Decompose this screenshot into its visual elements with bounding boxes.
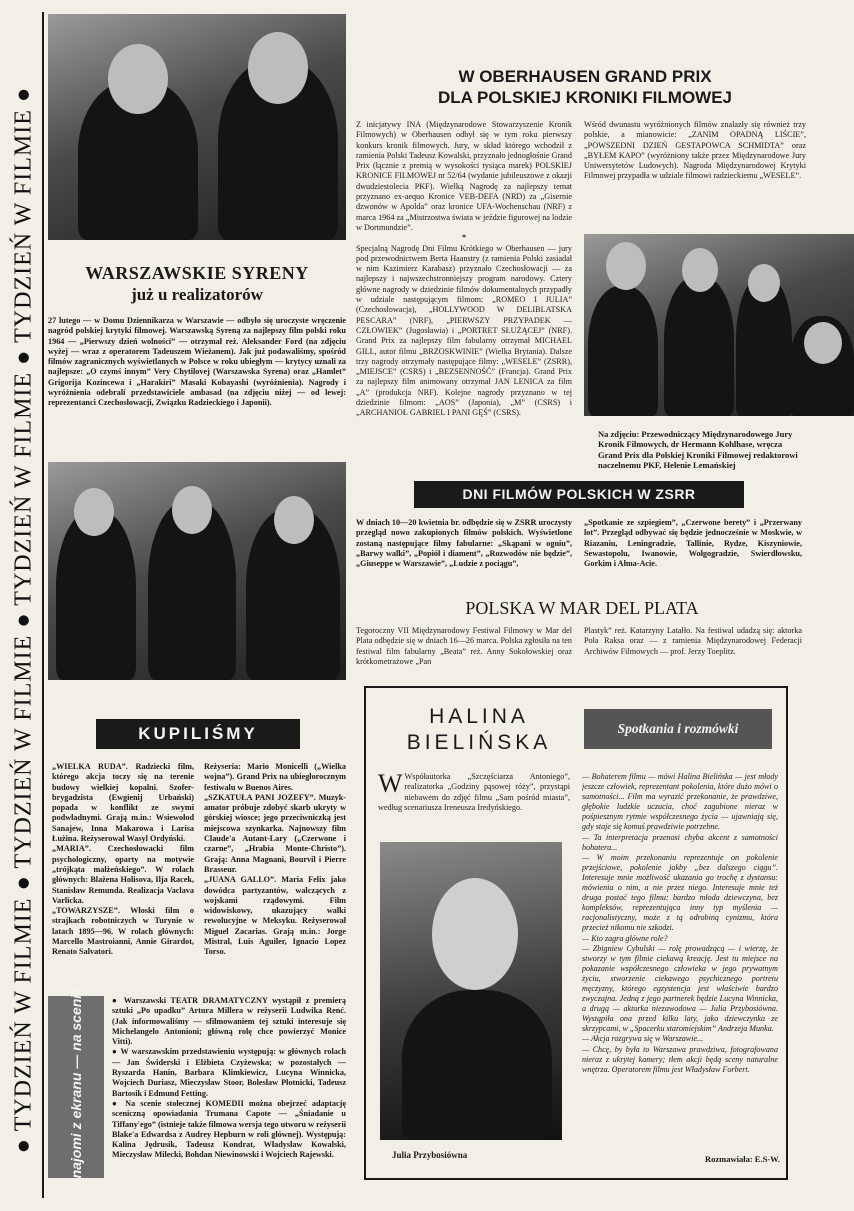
oberhausen-title-line1: W OBERHAUSEN GRAND PRIX — [458, 67, 712, 86]
sidebar-divider — [42, 12, 44, 1198]
znajomi-side-label: Znajomi z ekranu — na scenie — [68, 987, 84, 1187]
interview-signature: Rozmawiała: E.S-W. — [704, 1154, 780, 1164]
oberhausen-col2: Wśród dwunastu wyróżnionych filmów znalazły się również trzy polskie, a mianowicie: „ZANIM OPADNĄ LIŚCIE”, „POWSZEDNI DZIEŃ GESTAPOWCA SCHMIDTA” oraz „BYŁEM KAPO” (wyróżniony także przez Międzynarodowe Jury Uniwersytetów Ludowych). Nagroda Międzynarodowej Krytyki Filmowej przypadła w udziale filmowi radzieckiemu „WESELE”. — [584, 120, 806, 181]
bielinska-intro — [378, 772, 570, 826]
mardelplata-title: POLSKA W MAR DEL PLATA — [465, 598, 699, 618]
separator-star: * — [461, 233, 467, 243]
oberhausen-caption: Na zdjęciu: Przewodniczący Międzynarodowego Jury Kronik Filmowych, dr Hermann Kohlhase, wręcza Grand Prix dla Polskiej Kroniki Filmowej redaktorowi naczelnemu PKF, Helenie Lemańskiej — [598, 428, 798, 470]
sidebar-vertical-text: ● TYDZIEŃ W FILMIE ● TYDZIEŃ W FILMIE ● TYDZIEŃ W FILMIE ● TYDZIEŃ W FILMIE ● — [10, 86, 37, 1154]
bielinska-interview: — Bohaterem filmu — mówi Halina Bielińska — jest młody jeszcze człowiek, reprezentant pokolenia, które dużo mówi o samotności... Film ma wyrazić przekonanie, że prawdziwe, głębokie ludzkie uczucia, choć zagubione nieraz w pośpiesznym rytmie współczesnego życia — ujawniają się, gdy staje się komuś prawdziwie potrzebne. — Ta interpretacja przenosi chyba akcent z samotności bohatera... — W moim przekonaniu reprezentuje on pokolenie przejściowe, pokolenie jakby „bez dalszego ciągu”. Interesuje mnie możliwość ukazania go trochę z dystansu: mówienia o nim, a nie przez niego. Interesuje mnie też druga postać tego filmu: bardzo młoda dziewczyna, bez kompleksów, reprezentująca inny typ myślenia — racjonalistyczny, może z tą odrobiną cynizmu, która przecież nikomu nie szkodzi. — Kto zagra główne role? — Zbigniew Cybulski — rolę prowadzącą — i wierzę, że stworzy w tym filmie ciekawą kreację. Jest tu miejsce na pokazanie współczesnego człowieka w jego prywatnym życiu, stworzenie ciekawego psychicznego portretu męczyzny, którego egzystencja jest właściwie bardzo zwyczajna. Jedną z jego partnerek będzie Lucyna Winnicka, a drugą — aktorka niezawodowa — Julia Przybosiówna. Wystąpiła ona przed kilku laty, jako dziewczynka ze skrzypcami, w „Spacerku staromiejskim” Andrzeja Munka. — Akcja rozgrywa się w Warszawie... — Chcę, by była to Warszawa prawdziwa, fotografowana nieraz z ukrytej kamery; tłem akcji będą sceny naturalne wnętrza. Operatorem filmu jest Władysław Forbert. — [582, 772, 778, 1074]
photo-ambassadors — [48, 462, 346, 680]
bielinska-name-line2: BIELIŃSKA — [406, 731, 552, 754]
syreny-title-line1: WARSZAWSKIE SYRENY — [85, 263, 309, 283]
bielinska-intro-text: Współautorka „Szczęściarza Antoniego”, realizatorka „Godziny pąsowej róży”, przystąpi niebawem do zdjęć filmu „Sam pośród miasta”, według scenariusza Ireneusza Iredyńskiego. — [378, 772, 570, 812]
mardelplata-col2: Plastyk” reż. Katarzyny Latałło. Na festiwal udadzą się: aktorka Pola Raksa oraz — z ramienia Międzynarodowej Federacji Archiwów Filmowych — prof. Jerzy Toeplitz. — [584, 626, 802, 656]
kupilismy-col1: „WIELKA RUDA”. Radziecki film, którego akcja toczy się na terenie budowy wielkiej kopalni. Szofer-brygadzista (Ewgienij Urbański) popada w konflikt ze swymi podwładnymi. Grają m.in.: Wsiewołod Sanajew, Inna Makarowa i Larisa Łużina. Reżyserował Wasyl Ordyński. „MARIA”. Czechosłowacki film psychologiczny, oparty na motywie „trójkąta małżeńskiego”. W rolach głównych: Blażena Holisova, Ilja Racek, Stanisław Remunda. Realizacja Vaclava Varlicka. „TOWARZYSZE”. Włoski film o strajkach robotniczych w Turynie w latach 1895—96. W rolach głównych: Marcello Mastroianni, Annie Girardot, Renato Salvatori. — [52, 762, 194, 957]
oberhausen-col1-text: Z inicjatywy INA (Międzynarodowe Stowarzyszenie Kronik Filmowych) w Oberhausen odbył się w tym roku pierwszy konkurs kronik filmowych. Jury, w skład którego wchodził z ramienia Polski Tadeusz Kowalski, przyznało jednogłośnie Grand Prix (łącznie z premią w wysokości tysiąca marek) POLSKIEJ KRONICE FILMOWEJ nr 52/64 (wydanie jubileuszowe z okazji dwudziestolecia PKF). Wielką Nagrodę za najlepszy temat przyznano ex-aequo Kronice VEB-DEFA (NRD) za „Gisernie dzwonów w Apolda” oraz kronice UFA-Wochenschau (NRF) z marca 1964 za „Mistrzostwa świata w jeździe figurowej na lodzie w Dortmundzie”. — [356, 120, 572, 232]
photo-grand-prix — [584, 234, 854, 416]
zsrr-col2: „Spotkanie ze szpiegiem”, „Czerwone berety” i „Przerwany lot”. Przegląd odbywać się będzie jednocześnie w Moskwie, w Riazaniu, Leningradzie, Tallinie, Rydze, Kiszyniowie, Sewastopolu, Iwanowie, Wołgogradzie, Swierdłowsku, Gorkim i Ałma-Acie. — [584, 518, 802, 569]
oberhausen-title — [360, 66, 810, 108]
kupilismy-col2: Reżyseria: Mario Monicelli („Wielka wojna”). Grand Prix na ubiegłorocznym festiwalu w Buenos Aires. „SZKATUŁA PANI JOZEFY”. Muzyk-amator próbuje zdobyć skarb ukryty w górskiej wiosce; jego przeciwniczką jest miejscowa szynkarka. Najnowszy film Claude'a Autant-Lary („Czerwone i czarne”, „Hrabia Monte-Christo”). Grają: Anna Magnani, Bourvil i Pierre Brasseur. „JUANA GALLO”. Maria Felix jako dowódca partyzantów, walczących z wojskami rządowymi. Film widowiskowy, ukazujący walki rewolucyjne w Meksyku. Reżyserował Miguel Zacarias. Grają m.in.: Jorge Mistral, Luis Aguiler, Ignacio Lopez Torso. — [204, 762, 346, 957]
kupilismy-title: KUPILIŚMY — [96, 719, 300, 749]
oberhausen-col1b-text: Specjalną Nagrodę Dni Filmu Krótkiego w Oberhausen — jury pod przewodnictwem Berta Haanstry (z ramienia Polski zasiadał w nim Kazimierz Karabasz) przyznało Czechosłowacji — za najlepszy i najwszechstronniejszy program narodowy. Cztery główne nagrody w dziedzinie filmów dokumentalnych przypadły w udziale następującym filmom: „ROMEO I JULIA” (Czechosłowacja), „HOLLYWOOD W DELIBLATSKA PESCARA” (NRF), „PIERWSZY PRZYPADEK — CZŁOWIEK” (Jugosławia) i „PORTRET SŁUŻĄCEJ” (NRF). Grand Prix za najlepszy film fabularny otrzymał MICHAEL GILL, autor filmu „BRZOSKWINIE” (Wielka Brytania). Dalsze trzy nagrody otrzymały następujące filmy: „WESELE” (ZSRR), „MIEJSCE” (CSRS) i „BEZSENNOŚĆ” (Francja). Grand Prix za najlepszy film animowany otrzymał JAN LENICA za film „A” (produkcja NRF). Kolejne nagrody przyznano w tej dziedzinie filmom: „AOS” (Japonia), „M” (CSRS) i „ARCHANIOŁ GABRIEL I PANI GĘŚ” (CSRS). — [356, 243, 572, 418]
zsrr-col1: W dniach 10—20 kwietnia br. odbędzie się w ZSRR uroczysty przegląd nowo zakupionych filmów polskich. Wyświetlone zostaną następujące filmy fabularne: „Skąpani w ogniu”, „Barwy walki”, „Popiół i diament”, „Rozwodów nie będzie”, „Giuseppe w Warszawie”, „Ludzie z pociągu”, — [356, 518, 572, 569]
bielinska-name — [384, 704, 574, 756]
oberhausen-title-line2: DLA POLSKIEJ KRONIKI FILMOWEJ — [437, 88, 733, 107]
oberhausen-col1 — [356, 120, 572, 480]
bielinska-name-line1: HALINA — [429, 705, 529, 728]
znajomi-side-box — [48, 987, 104, 1187]
zsrr-title: DNI FILMÓW POLSKICH W ZSRR — [414, 481, 744, 508]
syreny-title-line2: już u realizatorów — [131, 285, 263, 304]
syreny-title — [48, 262, 346, 306]
photo-caption-przybosiowna: Julia Przybosiówna — [392, 1150, 468, 1160]
sidebar-strip — [6, 40, 42, 1200]
drop-cap: W — [378, 772, 403, 798]
photo-ford-wiezan — [48, 14, 346, 240]
spotkania-badge: Spotkania i rozmówki — [584, 709, 772, 749]
photo-przybosiowna — [380, 842, 562, 1140]
znajomi-body: ● Warszawski TEATR DRAMATYCZNY wystąpił z premierą sztuki „Po upadku” Artura Millera w reżyserii Ludwika Renć. (Jak informowaliśmy — sfilmowaniem tej sztuki interesuje się Michelangelo Antonioni; główną rolę chce powierzyć Monice Vitti). ● W warszawskim przedstawieniu występują: w głównych rolach — Jan Świderski i Elżbieta Czyżewska; w pozostałych — Ryszarda Hanin, Barbara Klimkiewicz, Lucyna Winnicka, Wojciech Duriasz, Mieczysław Stoor, Bolesław Płotnicki, Tadeusz Bartosik i Edmund Fetting. ● Na scenie stołecznej KOMEDII można obejrzeć adaptację sceniczną opowiadania Trumana Capote — „Śniadanie u Tiffany'ego” (istnieje także filmowa wersja tego utworu w reżyserii Blake'a Edwardsa z Audrey Hepburn w roli głównej). Występują: Kalina Jędrusik, Tadeusz Kondrat, Władysław Kowalski, Mieczysław Milecki, Bohdan Niewinowski i Wojciech Rajewski. — [112, 996, 346, 1160]
mardelplata-col1: Tegoroczny VII Międzynarodowy Festiwal Filmowy w Mar del Plata odbędzie się w dniach 16—26 marca. Polska zgłosiła na ten festiwal film fabularny „Beata” reż. Anny Sokołowskiej oraz krótkometrażowe „Pan — [356, 626, 572, 666]
syreny-body: 27 lutego — w Domu Dziennikarza w Warszawie — odbyło się uroczyste wręczenie nagród polskiej krytyki filmowej. Warszawską Syreną za najlepszy film polski roku 1964 — „Pierwszy dzień wolności” — otrzymał reż. Aleksander Ford (na zdjęciu wyżej — wraz z operatorem Tadeuszem Wieżanem). Jak już podawaliśmy, spośród filmów zagranicznych wyświetlanych w Polsce w roku ubiegłym — krytycy uznali za najlepsze: „O czymś innym” Very Chytilovej (Warszawska Syrena) oraz „Hamlet” Grigorija Kozincewa i „Harakiri” Masaki Kobayashi (wyróżnienia). Nagrody i wyróżnienia odebrali przedstawiciele ambasad (na zdjęciu niżej — od lewej: reprezentanci Czechosłowacji, Związku Radzieckiego i Japonii). — [48, 316, 346, 408]
